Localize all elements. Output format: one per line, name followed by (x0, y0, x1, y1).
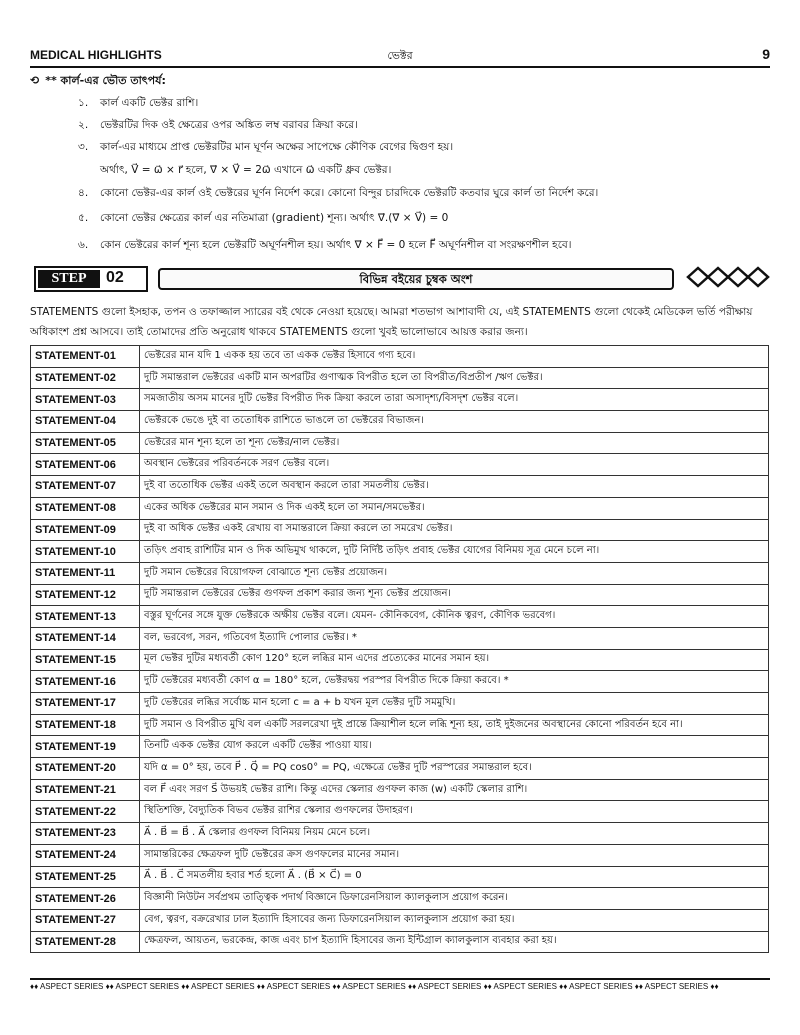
statement-id: STATEMENT-12 (31, 584, 140, 606)
step-title: বিভিন্ন বইয়ের চুম্বক অংশ (158, 268, 674, 290)
statement-id: STATEMENT-08 (31, 497, 140, 519)
chapter-title: ভেক্টর (387, 49, 413, 62)
table-row (31, 346, 769, 368)
table-row (31, 779, 769, 801)
statement-id: STATEMENT-06 (31, 454, 140, 476)
list-item: ৪. কোনো ভেক্টর-এর কার্ল ওই ভেক্টরের ঘূর্ণন নির্দেশ করে। কোনো বিন্দুর চারদিকে ভেক্টরটি কতবার ঘুরে কার্ল তা নির্দেশ করে। (78, 187, 599, 199)
statement-id: STATEMENT-18 (31, 714, 140, 736)
curl-section-title: ⟲ ** কার্ল-এর ভৌত তাৎপর্য: (30, 74, 166, 87)
table-row (31, 909, 769, 931)
statement-text: দুটি সমান ভেক্টরের বিয়োগফল বোঝাতে শূন্য ভেক্টর প্রয়োজন। (140, 562, 769, 584)
table-row (31, 693, 769, 715)
intro-paragraph: STATEMENTS গুলো ইসহাক, তপন ও তফাজ্জাল স্যারের বই থেকে নেওয়া হয়েছে। আমরা শতভাগ আশাবাদী যে, এই STATEMENTS গুলো থেকেই মেডিকেল ভর্তি পরীক্ষায় অধিকাংশ প্রশ্ন আসবে। তাই তোমাদের প্রতি অনুরোধ থাকবে STATEMENTS গুলো খুবই ভালোভাবে আয়ত্ত করার জন্য। (30, 306, 753, 338)
statement-id: STATEMENT-14 (31, 627, 140, 649)
statement-id: STATEMENT-01 (31, 346, 140, 368)
list-item: ৩. কার্ল-এর মাধ্যমে প্রাপ্ত ভেক্টরটির মান ঘূর্ণন অক্ষের সাপেক্ষে কৌণিক বেগের দ্বিগুণ হয়। (78, 141, 454, 153)
step-banner (34, 266, 770, 290)
table-row (31, 671, 769, 693)
statement-id: STATEMENT-13 (31, 606, 140, 628)
table-row (31, 389, 769, 411)
statement-text: যদি α = 0° হয়, তবে P⃗ . Q⃗ = PQ cos0° = PQ, এক্ষেত্রে ভেক্টর দুটি পরস্পরের সমান্তরাল হবে। (140, 758, 769, 780)
statement-text: বস্তুর ঘূর্ণনের সঙ্গে যুক্ত ভেক্টরকে অক্ষীয় ভেক্টর বলে। যেমন- কৌনিকবেগ, কৌনিক ত্বরণ, কৌণিক ভরবেগ। (140, 606, 769, 628)
statement-id: STATEMENT-02 (31, 367, 140, 389)
statement-id: STATEMENT-24 (31, 844, 140, 866)
statement-id: STATEMENT-26 (31, 888, 140, 910)
table-row (31, 584, 769, 606)
table-row (31, 454, 769, 476)
statement-text: A⃗ . B⃗ = B⃗ . A⃗ স্কেলার গুণফল বিনিময় নিয়ম মেনে চলে। (140, 823, 769, 845)
statement-text: স্থিতিশক্তি, বৈদ্যুতিক বিভব ভেক্টর রাশির স্কেলার গুণফলের উদাহরণ। (140, 801, 769, 823)
statement-id: STATEMENT-23 (31, 823, 140, 845)
table-row (31, 519, 769, 541)
statement-text: দুটি ভেক্টরের মধ্যবর্তী কোণ α = 180° হলে, ভেক্টরদ্বয় পরস্পর বিপরীত দিকে ক্রিয়া করবে। * (140, 671, 769, 693)
statement-id: STATEMENT-20 (31, 758, 140, 780)
list-item: ১. কার্ল একটি ভেক্টর রাশি। (78, 97, 199, 109)
table-row (31, 714, 769, 736)
statement-text: তিনটি একক ভেক্টর যোগ করলে একটি ভেক্টর পাওয়া যায়। (140, 736, 769, 758)
statement-id: STATEMENT-04 (31, 411, 140, 433)
bullet-icon: ⟲ (30, 74, 40, 87)
statement-text: A⃗ . B⃗ . C⃗ সমতলীয় হবার শর্ত হলো A⃗ . (B⃗ × C⃗) = 0 (140, 866, 769, 888)
table-row (31, 736, 769, 758)
statement-id: STATEMENT-25 (31, 866, 140, 888)
statement-text: তড়িৎ প্রবাহ রাশিটির মান ও দিক অভিমুখ থাকলে, দুটি নির্দিষ্ট তড়িৎ প্রবাহ ভেক্টর যোগের বিনিময় সূত্র মেনে চলে না। (140, 541, 769, 563)
page-number: 9 (762, 46, 770, 62)
statement-id: STATEMENT-11 (31, 562, 140, 584)
statement-text: ক্ষেত্রফল, আয়তন, ভরকেন্দ্র, কাজ এবং চাপ ইত্যাদি হিসাবের জন্য ইন্টিগ্রাল ক্যালকুলাস ব্যবহার করা হয়। (140, 931, 769, 953)
table-row (31, 627, 769, 649)
statement-id: STATEMENT-27 (31, 909, 140, 931)
diamond-chain-icon (686, 266, 770, 288)
statement-id: STATEMENT-19 (31, 736, 140, 758)
statement-text: দুই বা অধিক ভেক্টর একই রেখায় বা সমান্তরালে ক্রিয়া করলে তা সমরেখ ভেক্টর। (140, 519, 769, 541)
table-row (31, 476, 769, 498)
statement-text: দুটি সমান্তরাল ভেক্টরের ভেক্টর গুণফল প্রকাশ করার জন্য শূন্য ভেক্টর প্রয়োজন। (140, 584, 769, 606)
table-row (31, 758, 769, 780)
statement-text: একের অধিক ভেক্টরের মান সমান ও দিক একই হলে তা সমান/সমভেক্টর। (140, 497, 769, 519)
statement-id: STATEMENT-21 (31, 779, 140, 801)
statement-id: STATEMENT-07 (31, 476, 140, 498)
step-box (34, 266, 148, 292)
statements-table (30, 345, 769, 953)
statement-text: দুটি ভেক্টরের লব্ধির সর্বোচ্চ মান হলো c = a + b যখন মূল ভেক্টর দুটি সমমুখি। (140, 693, 769, 715)
statement-text: বল, ভরবেগ, সরন, গতিবেগ ইত্যাদি পোলার ভেক্টর। * (140, 627, 769, 649)
step-label: STEP (38, 270, 100, 288)
statement-id: STATEMENT-09 (31, 519, 140, 541)
list-subline: অর্থাৎ, V⃗ = ω⃗ × r⃗ হলে, ∇⃗ × V⃗ = 2ω⃗ এখানে ω⃗ একটি ধ্রুব ভেক্টর। (100, 164, 392, 176)
statement-id: STATEMENT-10 (31, 541, 140, 563)
statement-text: দুটি সমান্তরাল ভেক্টরের একটি মান অপরটির গুণাত্মক বিপরীত হলে তা বিপরীত/বিপ্রতীপ /ঋণ ভেক্টর। (140, 367, 769, 389)
statement-id: STATEMENT-28 (31, 931, 140, 953)
table-row (31, 844, 769, 866)
table-row (31, 931, 769, 953)
header-divider (30, 66, 770, 68)
footer-divider (30, 978, 770, 980)
statement-id: STATEMENT-05 (31, 432, 140, 454)
statement-text: দুই বা ততোধিক ভেক্টর একই তলে অবস্থান করলে তারা সমতলীয় ভেক্টর। (140, 476, 769, 498)
table-row (31, 823, 769, 845)
statement-text: দুটি সমান ও বিপরীত মুখি বল একটি সরলরেখা দুই প্রান্তে ক্রিয়াশীল হলে লব্ধি শূন্য হয়, তাই দুইজনের অবস্থানের কোনো পরিবর্তন হবে না। (140, 714, 769, 736)
table-row (31, 367, 769, 389)
statement-text: ভেক্টরের মান যদি 1 একক হয় তবে তা একক ভেক্টর হিসাবে গণ্য হবে। (140, 346, 769, 368)
table-row (31, 411, 769, 433)
statement-text: বেগ, ত্বরণ, বক্ররেখার ঢাল ইত্যাদি হিসাবের জন্য ডিফারেনসিয়াল ক্যালকুলাস প্রয়োগ করা হয়। (140, 909, 769, 931)
statement-text: মূল ভেক্টর দুটির মধ্যবর্তী কোণ 120° হলে লব্ধির মান এদের প্রত্যেকের মানের সমান হয়। (140, 649, 769, 671)
statement-text: সামান্তরিকের ক্ষেত্রফল দুটি ভেক্টরের ক্রস গুণফলের মানের সমান। (140, 844, 769, 866)
table-row (31, 801, 769, 823)
statement-text: অবস্থান ভেক্টরের পরিবর্তনকে সরণ ভেক্টর বলে। (140, 454, 769, 476)
list-item: ৫. কোনো ভেক্টর ক্ষেত্রের কার্ল এর নতিমাত্রা (gradient) শূন্য। অর্থাৎ ∇⃗.(∇⃗ × V⃗) = 0 (78, 212, 449, 224)
statement-id: STATEMENT-15 (31, 649, 140, 671)
statement-id: STATEMENT-03 (31, 389, 140, 411)
statement-id: STATEMENT-16 (31, 671, 140, 693)
series-title: MEDICAL HIGHLIGHTS (30, 48, 162, 62)
list-item: ৬. কোন ভেক্টরের কার্ল শূন্য হলে ভেক্টরটি অঘূর্ণনশীল হয়। অর্থাৎ ∇⃗ × F⃗ = 0 হলে F⃗ অঘূর্ণনশীল বা সংরক্ষণশীল হবে। (78, 239, 572, 251)
table-row (31, 888, 769, 910)
table-row (31, 432, 769, 454)
statement-text: ভেক্টরের মান শূন্য হলে তা শূন্য ভেক্টর/নাল ভেক্টর। (140, 432, 769, 454)
step-number: 02 (106, 269, 124, 286)
table-row (31, 606, 769, 628)
table-row (31, 497, 769, 519)
page-header (30, 46, 770, 66)
list-item: ২. ভেক্টরটির দিক ওই ক্ষেত্রের ওপর অঙ্কিত লম্ব বরাবর ক্রিয়া করে। (78, 119, 358, 131)
table-row (31, 562, 769, 584)
statement-text: সমজাতীয় অসম মানের দুটি ভেক্টর বিপরীত দিক ক্রিয়া করলে তারা অসাদৃশ্য/বিসদৃশ ভেক্টর বলে। (140, 389, 769, 411)
table-row (31, 541, 769, 563)
statement-text: ভেক্টরকে ভেঙে দুই বা ততোধিক রাশিতে ভাঙলে তা ভেক্টরের বিভাজন। (140, 411, 769, 433)
statement-id: STATEMENT-17 (31, 693, 140, 715)
table-row (31, 866, 769, 888)
statement-id: STATEMENT-22 (31, 801, 140, 823)
statement-text: বিজ্ঞানী নিউটন সর্বপ্রথম তাত্ত্বিক পদার্থ বিজ্ঞানে ডিফারেনসিয়াল ক্যালকুলাস প্রয়োগ করেন। (140, 888, 769, 910)
footer-series: ♦♦ ASPECT SERIES ♦♦ ASPECT SERIES ♦♦ ASPECT SERIES ♦♦ ASPECT SERIES ♦♦ ASPECT SERIES ♦♦ ASPECT SERIES ♦♦ ASPECT SERIES ♦♦ ASPECT SERIES ♦♦ ASPECT SERIES ♦♦ (30, 982, 719, 991)
table-row (31, 649, 769, 671)
statement-text: বল F⃗ এবং সরণ S⃗ উভয়ই ভেক্টর রাশি। কিন্তু এদের স্কেলার গুণফল কাজ (w) একটি স্কেলার রাশি। (140, 779, 769, 801)
